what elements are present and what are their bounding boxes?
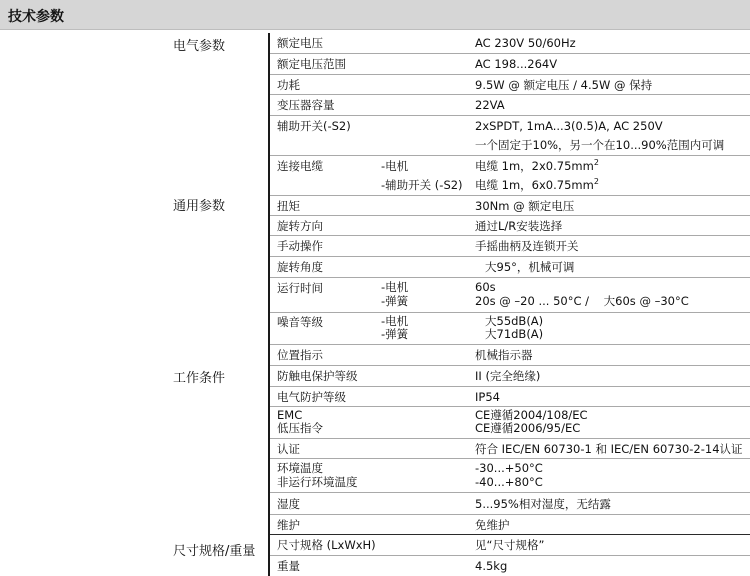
row-sublabel-1: -电机: [381, 314, 409, 328]
unit-superscript: 2: [593, 158, 599, 168]
row-label: 认证: [277, 442, 300, 456]
table-row-transformer: [270, 95, 750, 116]
table-row-emc: [270, 407, 750, 439]
table-row-humidity: [270, 493, 750, 515]
row-value-1: -30...+50°C: [475, 461, 543, 475]
row-label: 功耗: [277, 78, 300, 92]
row-label: 防触电保护等级: [277, 369, 358, 383]
row-value-1: CE遵循2004/108/EC: [475, 408, 588, 422]
table-row-manual-operation: [270, 236, 750, 257]
row-label: 湿度: [277, 497, 300, 511]
table-row-certification: [270, 439, 750, 459]
row-value: 22VA: [475, 98, 505, 112]
row-sublabel-2: -弹簧: [381, 327, 409, 341]
row-value: 通过L/R安装选择: [475, 219, 563, 233]
row-sublabel-1: -电机: [381, 159, 409, 173]
row-value-1: 大55dB(A): [485, 314, 544, 328]
table-row-noise: [270, 313, 750, 345]
row-value-1: 电缆 1m，$2x0.75mm^2$: [475, 158, 599, 173]
table-row-dimensions: [270, 535, 750, 556]
row-label: 电气防护等级: [277, 390, 346, 404]
row-value: 见“尺寸规格”: [475, 538, 545, 552]
table-row-run-time: [270, 278, 750, 313]
table-row-rated-voltage: [270, 33, 750, 54]
row-label: 旋转角度: [277, 260, 323, 274]
table-row-weight: [270, 556, 750, 576]
row-value-2: 一个固定于10%，另一个在10...90%范围内可调: [475, 138, 725, 152]
row-value: II (完全绝缘): [475, 369, 541, 383]
table-row-shock-protection: [270, 366, 750, 387]
row-value: 5...95%相对湿度，无结露: [475, 497, 611, 511]
row-label-2: 低压指令: [277, 421, 323, 435]
row-value-2: 大71dB(A): [485, 327, 544, 341]
row-value: 30Nm @ 额定电压: [475, 199, 575, 213]
table-row-ambient-temp: [270, 459, 750, 493]
table-row-rotation-angle: [270, 257, 750, 278]
row-label-2: 非运行环境温度: [277, 475, 358, 489]
row-label: 额定电压: [277, 36, 323, 50]
row-label: 扭矩: [277, 199, 300, 213]
table-row-power: [270, 75, 750, 95]
row-sublabel-2: -辅助开关 (-S2): [381, 178, 463, 192]
row-label: 手动操作: [277, 239, 323, 253]
row-label: 重量: [277, 559, 300, 573]
row-sublabel-2: -弹簧: [381, 294, 409, 308]
row-value: AC 230V 50/60Hz: [475, 36, 576, 50]
table-row-aux-switch: [270, 116, 750, 156]
row-value: 4.5kg: [475, 559, 508, 573]
table-row-ip-rating: [270, 387, 750, 407]
row-value: IP54: [475, 390, 500, 404]
row-label: 额定电压范围: [277, 57, 346, 71]
row-label: 运行时间: [277, 281, 323, 295]
row-label: 噪音等级: [277, 315, 323, 329]
row-value: 符合 IEC/EN 60730-1 和 IEC/EN 60730-2-14认证: [475, 442, 743, 456]
table-row-rotation-direction: [270, 216, 750, 236]
row-label-1: 环境温度: [277, 461, 323, 475]
row-value: 机械指示器: [475, 348, 533, 362]
category-general: 通用参数: [173, 199, 226, 214]
table-row-position-indicator: [270, 345, 750, 366]
row-value: 手摇曲柄及连锁开关: [475, 239, 579, 253]
row-sublabel-1: -电机: [381, 280, 409, 294]
row-value: 免维护: [475, 518, 510, 532]
row-value: AC 198...264V: [475, 57, 558, 71]
row-label: 辅助开关(-S2): [277, 119, 351, 133]
category-operating: 工作条件: [173, 371, 226, 386]
row-value-1: 2xSPDT, 1mA...3(0.5)A, AC 250V: [475, 119, 663, 133]
row-value-2: 20s @ –20 ... 50°C / 大60s @ –30°C: [475, 294, 689, 308]
category-dimensions: 尺寸规格/重量: [173, 544, 256, 559]
table-row-voltage-range: [270, 54, 750, 75]
unit-superscript: 2: [593, 177, 599, 187]
category-electrical: 电气参数: [173, 39, 226, 54]
table-row-cable: [270, 156, 750, 196]
section-title: 技术参数: [8, 9, 64, 25]
row-value: 9.5W @ 额定电压 / 4.5W @ 保持: [475, 78, 653, 92]
row-label: 旋转方向: [277, 219, 323, 233]
row-value: 大95°，机械可调: [485, 260, 575, 274]
row-label: 变压器容量: [277, 98, 335, 112]
row-label: 维护: [277, 518, 300, 532]
row-label: 位置指示: [277, 348, 323, 362]
row-value-2: CE遵循2006/95/EC: [475, 421, 581, 435]
row-label: 连接电缆: [277, 159, 323, 173]
row-value-2: 电缆 1m，$6x0.75mm^2$: [475, 177, 599, 192]
section-header: [0, 0, 750, 30]
row-label: 尺寸规格 (LxWxH): [277, 538, 376, 552]
row-value-1: 60s: [475, 280, 496, 294]
table-row-torque: [270, 196, 750, 216]
row-value-2: -40...+80°C: [475, 475, 543, 489]
row-label-1: EMC: [277, 408, 303, 422]
table-row-maintenance: [270, 515, 750, 535]
